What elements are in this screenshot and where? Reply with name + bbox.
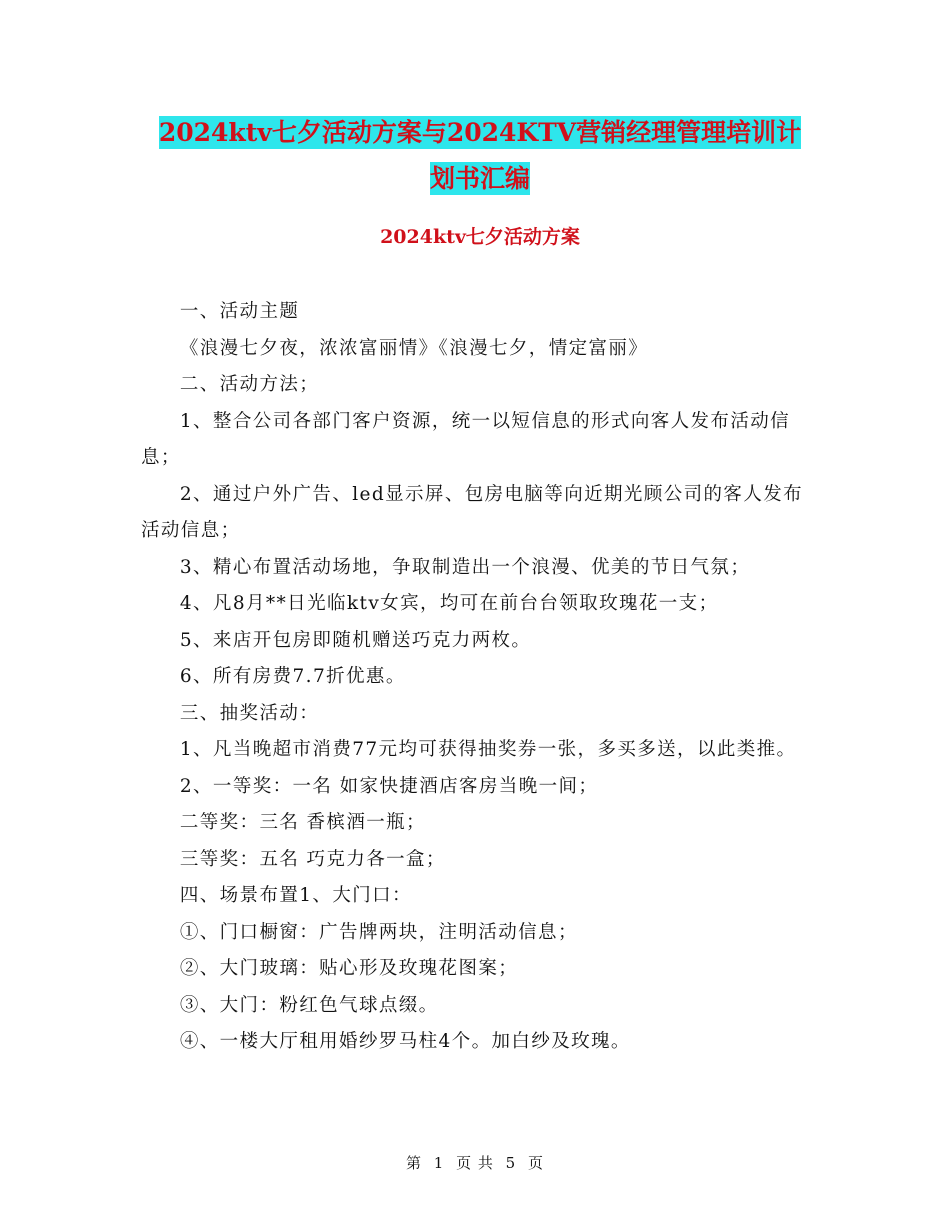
paragraph: 一、活动主题 [179,301,300,322]
paragraph: 2、一等奖：一名 如家快捷酒店客房当晚一间； [179,775,599,797]
page-footer [0,1152,950,1173]
document-title [140,110,820,202]
footer-prefix: 第 [405,1154,422,1172]
paragraph: 6、所有房费7.7折优惠。 [179,666,406,687]
paragraph: 3、精心布置活动场地，争取制造出一个浪漫、优美的节日气氛； [179,556,751,578]
paragraph: 1、凡当晚超市消费77元均可获得抽奖券一张，多买多送，以此类推。 [179,739,797,760]
paragraph: 四、场景布置1、大门口： [179,885,412,906]
paragraph: 三、抽奖活动： [179,702,320,724]
title-line-1: 2024ktv七夕活动方案与2024KTV营销经理管理培训计 [158,118,802,147]
document-body [141,294,811,1061]
paragraph: 4、凡8月**日光临ktv女宾，均可在前台台领取玫瑰花一支； [179,593,719,614]
paragraph: ④、一楼大厅租用婚纱罗马柱4个。加白纱及玫瑰。 [179,1031,631,1052]
section-title: 2024ktv七夕活动方案 [380,226,580,248]
paragraph: ①、门口橱窗：广告牌两块，注明活动信息； [179,921,578,943]
footer-page-number: 1 [433,1154,445,1172]
paragraph: ③、大门：粉红色气球点缀。 [179,994,439,1016]
paragraph: 《浪漫七夕夜，浓浓富丽情》《浪漫七夕，情定富丽》 [179,337,649,359]
paragraph: ②、大门玻璃：贴心形及玫瑰花图案； [179,958,519,979]
paragraph: 5、来店开包房即随机赠送巧克力两枚。 [179,629,532,651]
title-line-2: 划书汇编 [429,164,530,193]
paragraph: 1、整合公司各部门客户资源，统一以短信息的形式向客人发布活动信息； [141,410,791,468]
paragraph: 2、通过户外广告、led显示屏、包房电脑等向近期光顾公司的客人发布活动信息； [141,483,804,541]
paragraph: 二等奖：三名 香槟酒一瓶； [179,812,426,833]
footer-middle: 页 共 [456,1154,494,1172]
paragraph: 三等奖：五名 巧克力各一盒； [179,848,446,870]
footer-suffix: 页 [528,1154,545,1172]
paragraph: 二、活动方法； [179,374,320,395]
footer-total-pages: 5 [505,1154,517,1172]
